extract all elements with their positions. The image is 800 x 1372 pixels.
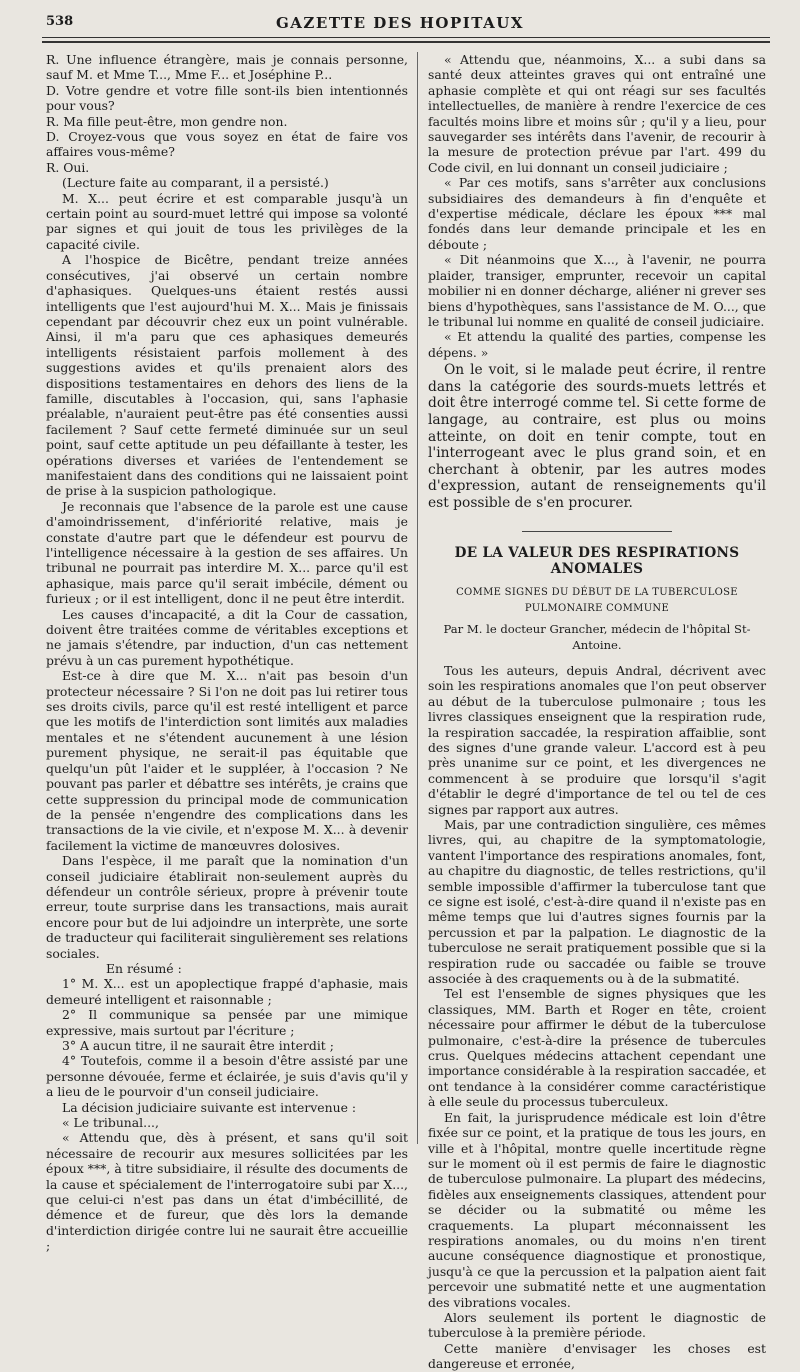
column-divider [417, 52, 418, 1144]
paragraph: Tous les auteurs, depuis Andral, décrivent avec soin les respirations anomales que l'on peut observer au début de la tuberculose pulmonaire ; tous les livres classiques enseignent que la respiration rude, la respiration saccadée, la respiration affaiblie, sont des signes d'une grande valeur. L'accord est à peu près unanime sur ce point, et les divergences ne commencent à se produire que lorsqu'il s'agit d'établir le degré d'importance de tel ou tel de ces signes par rapport aux autres. [428, 662, 766, 817]
paragraph: Cette manière d'envisager les choses est dangereuse et erronée, [428, 1340, 766, 1372]
paragraph: R. Ma fille peut-être, mon gendre non. [46, 113, 288, 129]
left-column [46, 52, 408, 1254]
article-title: DE LA VALEUR DES RESPIRATIONS ANOMALES [454, 545, 740, 577]
paragraph: 3° A aucun titre, il ne saurait être interdit ; [62, 1038, 334, 1053]
paragraph: R. Une influence étrangère, mais je connais personne, sauf M. et Mme T..., Mme F... et Joséphine P... [46, 52, 408, 83]
journal-title: GAZETTE DES HOPITAUX [275, 14, 524, 32]
article-byline: Par M. le docteur Grancher, médecin de l'hôpital St-Antoine. [443, 622, 751, 652]
right-column [428, 52, 766, 1372]
paragraph: Les causes d'incapacité, a dit la Cour de cassation, doivent être traitées comme de véritables exceptions et ne jamais s'étendre, par induction, d'un cas nettement prévu à un cas purement hypothétique. [46, 606, 408, 668]
paragraph: 4° Toutefois, comme il a besoin d'être assisté par une personne dévouée, ferme et éclairée, je suis d'avis qu'il y a lieu de le pourvoir d'un conseil judiciaire. [46, 1053, 408, 1100]
paragraph: R. Oui. [46, 159, 90, 175]
paragraph: « Et attendu la qualité des parties, compense les dépens. » [428, 329, 766, 360]
paragraph: (Lecture faite au comparant, il a persisté.) [62, 175, 329, 191]
paragraph: « Le tribunal..., [62, 1115, 159, 1131]
paragraph: D. Croyez-vous que vous soyez en état de faire vos affaires vous-même? [46, 129, 408, 160]
paragraph: « Par ces motifs, sans s'arrêter aux conclusions subsidiaires des demandeurs à fin d'enquête et d'expertise médicale, déclare les époux *** mal fondés dans leur demande principale et les en déboute ; [428, 175, 766, 252]
paragraph: En résumé : [106, 960, 182, 976]
paragraph: « Attendu que, néanmoins, X... a subi dans sa santé deux atteintes graves qui ont entraîné une aphasie complète et qui ont réagi sur ses facultés intellectuelles, de manière à rendre l'exercice de ces facultés moins libre et moins sûr ; qu'il y a lieu, pour sauvegarder ses intérêts dans l'avenir, de recourir à la mesure de protection prévue par l'art. 499 du Code civil, en lui donnant un conseil judiciaire ; [428, 52, 766, 175]
paragraph: Alors seulement ils portent le diagnostic de tuberculose à la première période. [428, 1309, 766, 1341]
article-subtitle: COMME SIGNES DU DÉBUT DE LA TUBERCULOSE PULMONAIRE COMMUNE [456, 587, 738, 614]
paragraph: A l'hospice de Bicêtre, pendant treize années consécutives, j'ai observé un certain nombre d'aphasiques. Quelques-uns étaient restés aussi intelligents que l'est aujourd'hui M. X... Mais je finissais cependant par découvrir chez eux un point vulnérable. Ainsi, il m'a paru que ces aphasiques demeurés intelligents résistaient parfois mollement à des suggestions avides et qu'ils prenaient alors des dispositions testamentaires en dehors des liens de la famille, discutables à l'occasion, qui, sans l'aphasie préalable, n'auraient peut-être pas été consenties aussi facilement ? Sauf cette fermeté diminuée sur un seul point, sauf cette aptitude un peu défaillante à tester, les opérations diverses et variées de l'entendement se manifestaient dans des conditions qui ne laissaient point de prise à la suspicion pathologique. [46, 252, 408, 499]
conclusion-paragraph: On le voit, si le malade peut écrire, il rentre dans la catégorie des sourds-muets lettrés et doit être interrogé comme tel. Si cette forme de langage, au contraire, est plus ou moins atteinte, on doit en tenir compte, tout en l'interrogeant avec le plus grand soin, et en cherchant à obtenir, par les autres modes d'expression, autant de renseignements qu'il est possible de s'en procurer. [428, 362, 766, 511]
paragraph: 2° Il communique sa pensée par une mimique expressive, mais surtout par l'écriture ; [46, 1007, 408, 1038]
paragraph: D. Votre gendre et votre fille sont-ils bien intentionnés pour vous? [46, 82, 408, 114]
page-number: 538 [46, 14, 74, 29]
paragraph: La décision judiciaire suivante est intervenue : [62, 1099, 357, 1115]
paragraph: Je reconnais que l'absence de la parole est une cause d'amoindrissement, d'infériorité relative, mais je constate d'autre part que le défendeur est pourvu de l'intelligence nécessaire à la gestion de ses affaires. Un tribunal ne pourrait pas interdire M. X... parce qu'il est aphasique, mais parce qu'il serait imbécile, dément ou furieux ; or il est intelligent, donc il ne peut être interdit. [46, 498, 408, 607]
header-rule [42, 37, 770, 38]
paragraph: 1° M. X... est un apoplectique frappé d'aphasie, mais demeuré intelligent et raisonnable ; [46, 976, 408, 1007]
section-separator [522, 531, 672, 532]
paragraph: « Dit néanmoins que X..., à l'avenir, ne pourra plaider, transiger, emprunter, recevoir un capital mobilier ni en donner décharge, aliéner ni grever ses biens d'hypothèques, sans l'assistance de M. O..., que le tribunal lui nomme en qualité de conseil judiciaire. [428, 252, 766, 329]
paragraph: Mais, par une contradiction singulière, ces mêmes livres, qui, au chapitre de la symptomatologie, vantent l'importance des respirations anomales, font, au chapitre du diagnostic, de telles restrictions, qu'il semble impossible d'affirmer la tuberculose tant que ce signe est isolé, c'est-à-dire quand il n'existe pas en même temps que lui d'autres signes fournis par la percussion et par la palpation. Le diagnostic de la tuberculose ne serait pratiquement possible que si la respiration rude ou saccadée ou faible se trouve associée à des craquements ou à de la submatité. [428, 816, 766, 987]
paragraph: Dans l'espèce, il me paraît que la nomination d'un conseil judiciaire établirait non-seulement auprès du défendeur un contrôle sérieux, propre à prévenir toute erreur, toute surprise dans les transactions, mais aurait encore pour but de lui adjoindre un interprète, une sorte de traducteur qui faciliterait singulièrement ses relations sociales. [46, 853, 408, 961]
header-rule [42, 41, 770, 43]
paragraph: Est-ce à dire que M. X... n'ait pas besoin d'un protecteur nécessaire ? Si l'on ne doit pas lui retirer tous ses droits civils, parce qu'il est resté intelligent et parce que les motifs de l'interdiction sont limités aux maladies mentales et ne s'étendent aucunement à une lésion purement physique, ne serait-il pas équitable que quelqu'un pût l'aider et le suppléer, à l'occasion ? Ne pouvant pas parler et débattre ses intérêts, je crains que cette suppression du principal mode de communication de la pensée n'engendre des complications dans les transactions de la vie civile, et n'expose M. X... à devenir facilement la victime de manœuvres dolosives. [46, 668, 408, 853]
paragraph: « Attendu que, dès à présent, et sans qu'il soit nécessaire de recourir aux mesures sollicitées par les époux ***, à titre subsidiaire, il résulte des documents de la cause et spécialement de l'interrogatoire subi par X..., que celui-ci n'est pas dans un état d'imbécillité, de démence et de fureur, que dès lors la demande d'interdiction dirigée contre lui ne saurait être accueillie ; [46, 1130, 408, 1254]
paragraph: En fait, la jurisprudence médicale est loin d'être fixée sur ce point, et la pratique de tous les jours, en ville et à l'hôpital, montre quelle incertitude règne sur le moment où il est permis de faire le diagnostic de tuberculose pulmonaire. La plupart des médecins, fidèles aux enseignements classiques, attendent pour se décider ou la submatité ou même les craquements. La plupart méconnaissent les respirations anomales, ou du moins n'en tirent aucune conséquence diagnostique et pronostique, jusqu'à ce que la percussion et la palpation aient fait percevoir une submatité nette et une augmentation des vibrations vocales. [428, 1109, 766, 1310]
paragraph: Tel est l'ensemble de signes physiques que les classiques, MM. Barth et Roger en tête, croient nécessaire pour affirmer le début de la tuberculose pulmonaire, c'est-à-dire la présence de tubercules crus. Quelques médecins attachent cependant une importance considérable à la respiration saccadée, et ont tendance à la considérer comme caractéristique à elle seule du processus tuberculeux. [428, 986, 766, 1110]
paragraph: M. X... peut écrire et est comparable jusqu'à un certain point au sourd-muet lettré qui impose sa volonté par signes et qui jouit de tous les privilèges de la capacité civile. [46, 190, 408, 252]
